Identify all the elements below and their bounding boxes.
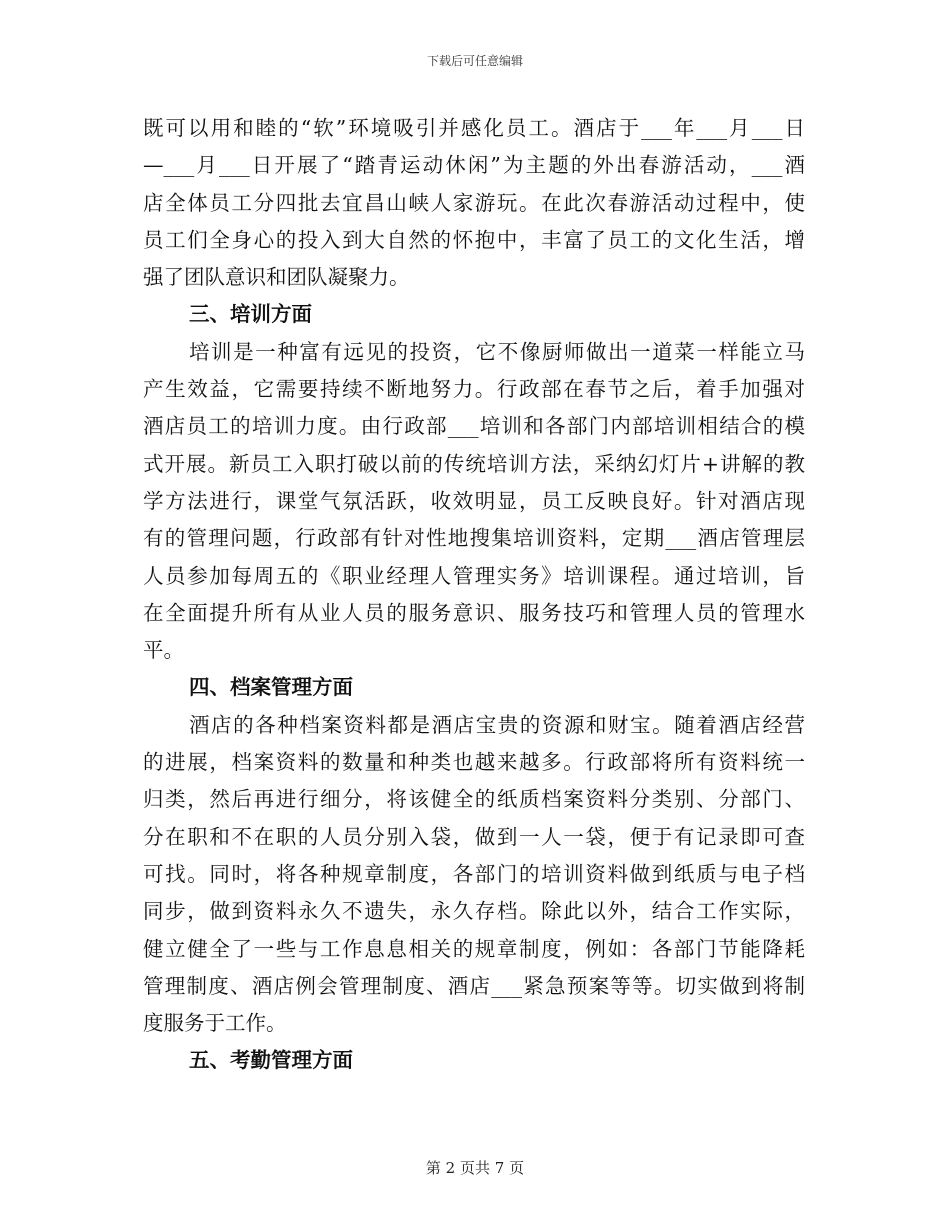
paragraph-line: 既可以用和睦的“软”环境吸引并感化员工。酒店于___年___月___日 [143, 116, 805, 140]
paragraph-line: —___月___日开展了“踏青运动休闲”为主题的外出春游活动，___酒 [143, 153, 805, 178]
paragraph-line: 管理制度、酒店例会管理制度、酒店___紧急预案等等。切实做到将制 [143, 973, 805, 998]
document-body [143, 110, 805, 1080]
paragraph-line: 同步，做到资料永久不遗失，永久存档。除此以外，结合工作实际， [143, 899, 805, 924]
paragraph-line: 的进展，档案资料的数量和种类也越来越多。行政部将所有资料统一 [143, 750, 805, 775]
paragraph-line: 培训是一种富有远见的投资，它不像厨师做出一道菜一样能立马 [189, 339, 805, 364]
section-heading: 三、培训方面 [189, 302, 312, 327]
paragraph-line: 可找。同时，将各种规章制度，各部门的培训资料做到纸质与电子档 [143, 861, 805, 886]
page-header: 下载后可任意编辑 [426, 54, 523, 68]
paragraph-line: 归类，然后再进行细分，将该健全的纸质档案资料分类别、分部门、 [143, 787, 805, 812]
section-heading: 五、考勤管理方面 [189, 1048, 353, 1073]
paragraph-line: 店全体员工分四批去宜昌山峡人家游玩。在此次春游活动过程中，使 [143, 190, 805, 215]
paragraph-line: 度服务于工作。 [143, 1011, 287, 1036]
section-heading: 四、档案管理方面 [189, 675, 353, 700]
paragraph-line: 人员参加每周五的《职业经理人管理实务》培训课程。通过培训，旨 [143, 563, 805, 588]
paragraph-line: 式开展。新员工入职打破以前的传统培训方法，采纳幻灯片+讲解的教 [143, 451, 805, 476]
paragraph-line: 酒店员工的培训力度。由行政部___培训和各部门内部培训相结合的模 [143, 414, 805, 439]
paragraph-line: 员工们全身心的投入到大自然的怀抱中，丰富了员工的文化生活，增 [143, 227, 805, 252]
paragraph-line: 平。 [143, 638, 184, 663]
paragraph-line: 健立健全了一些与工作息息相关的规章制度，例如：各部门节能降耗 [143, 936, 805, 961]
paragraph-line: 在全面提升所有从业人员的服务意识、服务技巧和管理人员的管理水 [143, 600, 805, 625]
page-footer: 第 2 页共 7 页 [425, 1159, 525, 1177]
paragraph-line: 学方法进行，课堂气氛活跃，收效明显，员工反映良好。针对酒店现 [143, 488, 805, 513]
paragraph-line: 分在职和不在职的人员分别入袋，做到一人一袋，便于有记录即可查 [143, 824, 805, 849]
paragraph-line: 强了团队意识和团队凝聚力。 [143, 265, 410, 290]
paragraph-line: 有的管理问题，行政部有针对性地搜集培训资料，定期___酒店管理层 [143, 526, 805, 551]
paragraph-line: 酒店的各种档案资料都是酒店宝贵的资源和财宝。随着酒店经营 [189, 712, 805, 737]
paragraph-line: 产生效益，它需要持续不断地努力。行政部在春节之后，着手加强对 [143, 377, 805, 402]
